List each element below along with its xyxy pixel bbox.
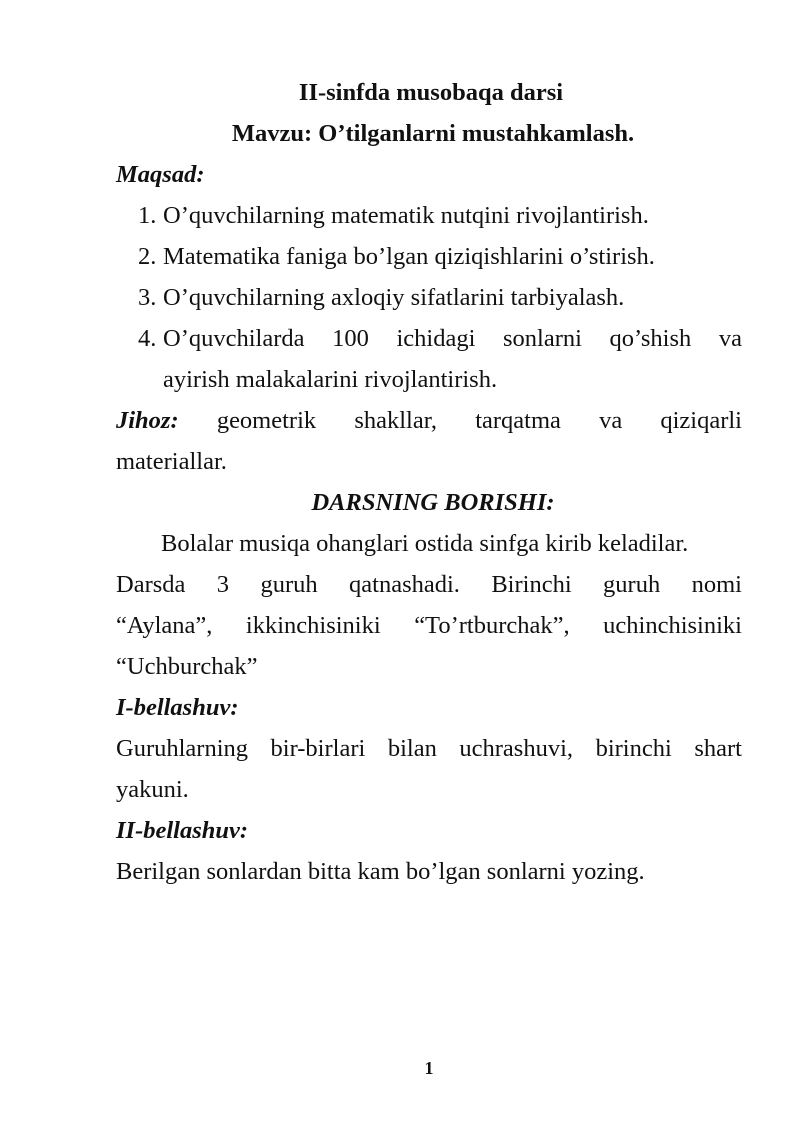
equipment-word: geometrik — [216, 407, 317, 434]
goal-text: O’quvchilarning axloqiy sifatlarini tarbiyalash. — [163, 284, 625, 311]
goal-word: O’quvchilarda — [163, 325, 305, 352]
goal-number: 1. — [138, 202, 157, 229]
goal-number: 2. — [138, 243, 157, 270]
intro-word: qatnashadi. — [349, 571, 460, 598]
goal-word: va — [718, 325, 742, 352]
goal-text-line: ayirish malakalarini rivojlantirish. — [163, 366, 498, 393]
goal-item — [116, 318, 742, 400]
goal-item — [116, 277, 742, 318]
equipment-text-line: materiallar. — [116, 448, 227, 475]
goals-list — [116, 195, 742, 400]
intro-line — [116, 564, 742, 605]
round-1-word: bilan — [387, 735, 437, 762]
round-1-line — [116, 728, 742, 769]
round-1-heading: I-bellashuv: — [116, 694, 239, 721]
goal-word: 100 — [332, 325, 369, 352]
goal-number: 3. — [138, 284, 157, 311]
goal-item — [116, 195, 742, 236]
goal-number: 4. — [138, 325, 157, 352]
intro-first-line: Bolalar musiqa ohanglari ostida sinfga kirib keladilar. — [161, 530, 689, 557]
equipment-word: tarqatma — [475, 407, 561, 434]
equipment-line — [116, 400, 742, 441]
goal-item — [116, 236, 742, 277]
intro-word: nomi — [691, 571, 742, 598]
goal-word: sonlarni — [503, 325, 582, 352]
intro-word: Darsda — [116, 571, 186, 598]
goal-text: O’quvchilarning matematik nutqini rivojlantirish. — [163, 202, 649, 229]
intro-word: Birinchi — [491, 571, 572, 598]
document-page — [116, 72, 742, 892]
equipment-word: va — [599, 407, 623, 434]
equipment-word: qiziqarli — [660, 407, 742, 434]
intro-word: “To’rtburchak”, — [414, 612, 570, 639]
lesson-progress-heading: DARSNING BORISHI: — [311, 489, 555, 516]
intro-word: guruh — [603, 571, 661, 598]
round-1-word: Guruhlarning — [116, 735, 248, 762]
round-1-line: yakuni. — [116, 776, 189, 803]
goal-word: ichidagi — [396, 325, 476, 352]
intro-word: ikkinchisiniki — [245, 612, 381, 639]
goal-text-line — [163, 318, 742, 359]
equipment-word: shakllar, — [354, 407, 438, 434]
round-1-word: shart — [694, 735, 742, 762]
document-title: II-sinfda musobaqa darsi — [298, 79, 564, 106]
goals-heading: Maqsad: — [116, 161, 205, 188]
round-2-text: Berilgan sonlardan bitta kam bo’lgan sonlarni yozing. — [116, 858, 645, 885]
intro-line: “Uchburchak” — [116, 653, 258, 680]
equipment-label: Jihoz: — [116, 407, 179, 434]
round-1-word: bir-birlari — [270, 735, 366, 762]
lesson-topic: Mavzu: O’tilganlarni mustahkamlash. — [231, 120, 635, 147]
page-number: 1 — [424, 1058, 434, 1078]
intro-word: uchinchisiniki — [603, 612, 742, 639]
intro-word: “Aylana”, — [116, 612, 213, 639]
round-2-heading: II-bellashuv: — [116, 817, 249, 844]
intro-line — [116, 605, 742, 646]
goal-text: Matematika faniga bo’lgan qiziqishlarini o’stirish. — [163, 243, 655, 270]
intro-word: guruh — [260, 571, 318, 598]
round-1-word: uchrashuvi, — [459, 735, 574, 762]
intro-word: 3 — [216, 571, 230, 598]
round-1-word: birinchi — [595, 735, 672, 762]
goal-word: qo’shish — [609, 325, 692, 352]
